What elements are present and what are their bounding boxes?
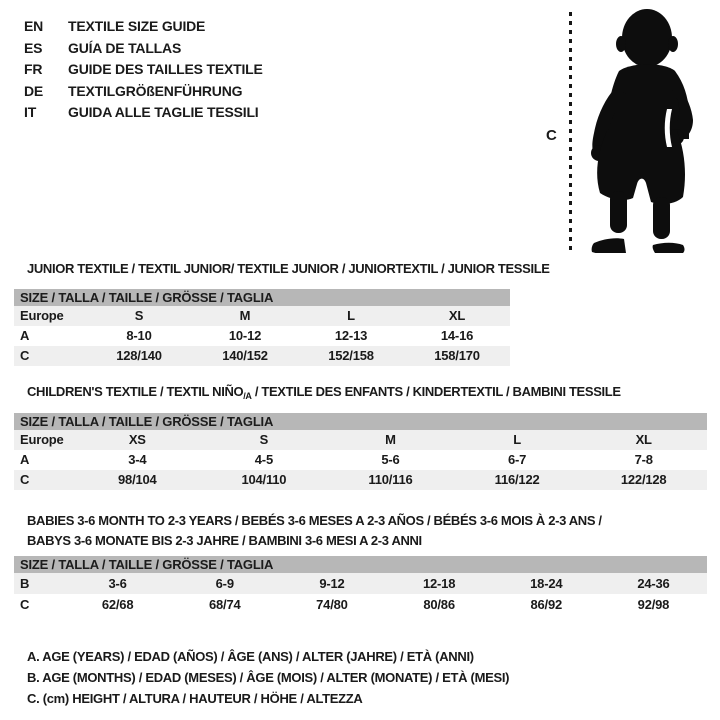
size-cell: 7-8 xyxy=(634,452,653,467)
size-cell: 12-18 xyxy=(422,576,456,591)
height-measure-label: C xyxy=(546,127,557,144)
size-cell: 140/152 xyxy=(222,348,268,363)
size-cell: 128/140 xyxy=(116,348,162,363)
size-cell: 9-12 xyxy=(319,576,345,591)
children-title-text-after: / TEXTILE DES ENFANTS / KINDERTEXTIL / BAMBINI TESSILE xyxy=(251,384,621,399)
size-cell: 122/128 xyxy=(620,472,667,487)
size-cell: M xyxy=(239,308,251,323)
language-guide-title: GUÍA DE TALLAS xyxy=(68,39,182,56)
size-cell: L xyxy=(513,432,521,447)
size-cell: 116/122 xyxy=(494,472,540,487)
row-label: C xyxy=(20,597,30,612)
language-row xyxy=(24,81,263,103)
size-cell: 62/68 xyxy=(101,597,134,612)
junior-section-title: JUNIOR TEXTILE / TEXTIL JUNIOR/ TEXTILE JUNIOR / JUNIORTEXTIL / JUNIOR TESSILE xyxy=(27,261,550,276)
language-guide-title: TEXTILGRÖßENFÜHRUNG xyxy=(68,82,243,99)
junior-size-table xyxy=(14,289,510,366)
size-cell: 3-6 xyxy=(108,576,127,591)
children-title-subscript: /A xyxy=(243,391,252,401)
row-label: B xyxy=(20,576,30,591)
row-label: A xyxy=(20,328,30,343)
children-title-text: CHILDREN'S TEXTILE / TEXTIL NIÑO xyxy=(27,384,244,399)
language-row xyxy=(24,59,263,81)
children-size-table xyxy=(14,413,707,490)
language-code: ES xyxy=(24,39,43,56)
language-title-list xyxy=(24,16,263,124)
children-section-title xyxy=(27,384,621,401)
size-cell: S xyxy=(134,308,144,323)
toddler-silhouette-image xyxy=(583,5,705,253)
size-cell: L xyxy=(347,308,355,323)
row-label: Europe xyxy=(20,308,64,323)
size-cell: 110/116 xyxy=(368,472,413,487)
table-row xyxy=(14,346,510,366)
row-label: A xyxy=(20,452,30,467)
size-cell: XL xyxy=(635,432,652,447)
table-header-bar: SIZE / TALLA / TAILLE / GRÖSSE / TAGLIA xyxy=(14,556,707,573)
footnote-line: C. (cm) HEIGHT / ALTURA / HAUTEUR / HÖHE / ALTEZZA xyxy=(27,691,363,706)
footnote-line: B. AGE (MONTHS) / EDAD (MESES) / ÂGE (MOIS) / ALTER (MONATE) / ETÀ (MESI) xyxy=(27,670,510,685)
size-cell: 152/158 xyxy=(328,348,374,363)
size-cell: M xyxy=(385,432,396,447)
footnote-line: A. AGE (YEARS) / EDAD (AÑOS) / ÂGE (ANS) / ALTER (JAHRE) / ETÀ (ANNI) xyxy=(27,649,474,664)
table-header-bar: SIZE / TALLA / TAILLE / GRÖSSE / TAGLIA xyxy=(14,413,707,430)
babies-title-line-2: BABYS 3-6 MONATE BIS 2-3 JAHRE / BAMBINI 3-6 MESI A 2-3 ANNI xyxy=(27,533,422,548)
table-row xyxy=(14,326,510,346)
table-row xyxy=(14,470,707,490)
language-guide-title: GUIDE DES TAILLES TEXTILE xyxy=(68,61,263,77)
table-row xyxy=(14,594,707,615)
babies-title-line-1: BABIES 3-6 MONTH TO 2-3 YEARS / BEBÉS 3-6 MESES A 2-3 AÑOS / BÉBÉS 3-6 MOIS À 2-3 ANS / xyxy=(27,513,602,528)
size-cell: 18-24 xyxy=(530,576,563,591)
size-cell: 158/170 xyxy=(434,348,480,363)
language-row xyxy=(24,102,263,124)
language-row xyxy=(24,16,263,38)
height-dotted-line xyxy=(569,12,572,250)
table-header-bar: SIZE / TALLA / TAILLE / GRÖSSE / TAGLIA xyxy=(14,289,510,306)
table-row xyxy=(14,573,707,594)
table-row xyxy=(14,450,707,470)
language-code: DE xyxy=(24,82,44,99)
language-code: FR xyxy=(24,61,43,77)
size-cell: 68/74 xyxy=(208,597,241,612)
size-cell: 12-13 xyxy=(334,328,368,343)
size-cell: 24-36 xyxy=(637,576,670,591)
size-cell: 5-6 xyxy=(381,452,400,467)
size-cell: 14-16 xyxy=(440,328,474,343)
babies-section-title xyxy=(27,511,602,551)
size-cell: 98/104 xyxy=(118,472,157,487)
language-code: EN xyxy=(24,18,44,34)
size-cell: 4-5 xyxy=(254,452,273,467)
row-label: C xyxy=(20,472,30,487)
row-label: Europe xyxy=(20,432,64,447)
size-cell: 10-12 xyxy=(228,328,262,343)
size-cell: 80/86 xyxy=(423,597,455,612)
size-cell: 104/110 xyxy=(241,472,287,487)
size-cell: 6-7 xyxy=(507,452,527,467)
language-code: IT xyxy=(24,104,37,120)
measure-footnotes xyxy=(27,646,509,709)
table-row xyxy=(14,306,510,326)
language-row xyxy=(24,38,263,60)
size-cell: 3-4 xyxy=(128,452,147,467)
language-guide-title: TEXTILE SIZE GUIDE xyxy=(68,18,206,34)
language-guide-title: GUIDA ALLE TAGLIE TESSILI xyxy=(68,104,259,120)
size-cell: XS xyxy=(128,432,146,447)
row-label: C xyxy=(20,348,30,363)
size-cell: 86/92 xyxy=(530,597,563,612)
babies-size-table xyxy=(14,556,707,615)
size-cell: 92/98 xyxy=(637,597,670,612)
size-cell: 6-9 xyxy=(215,576,234,591)
size-cell: XL xyxy=(448,308,466,323)
size-cell: S xyxy=(259,432,269,447)
size-cell: 8-10 xyxy=(126,328,152,343)
size-cell: 74/80 xyxy=(316,597,348,612)
table-row xyxy=(14,430,707,450)
